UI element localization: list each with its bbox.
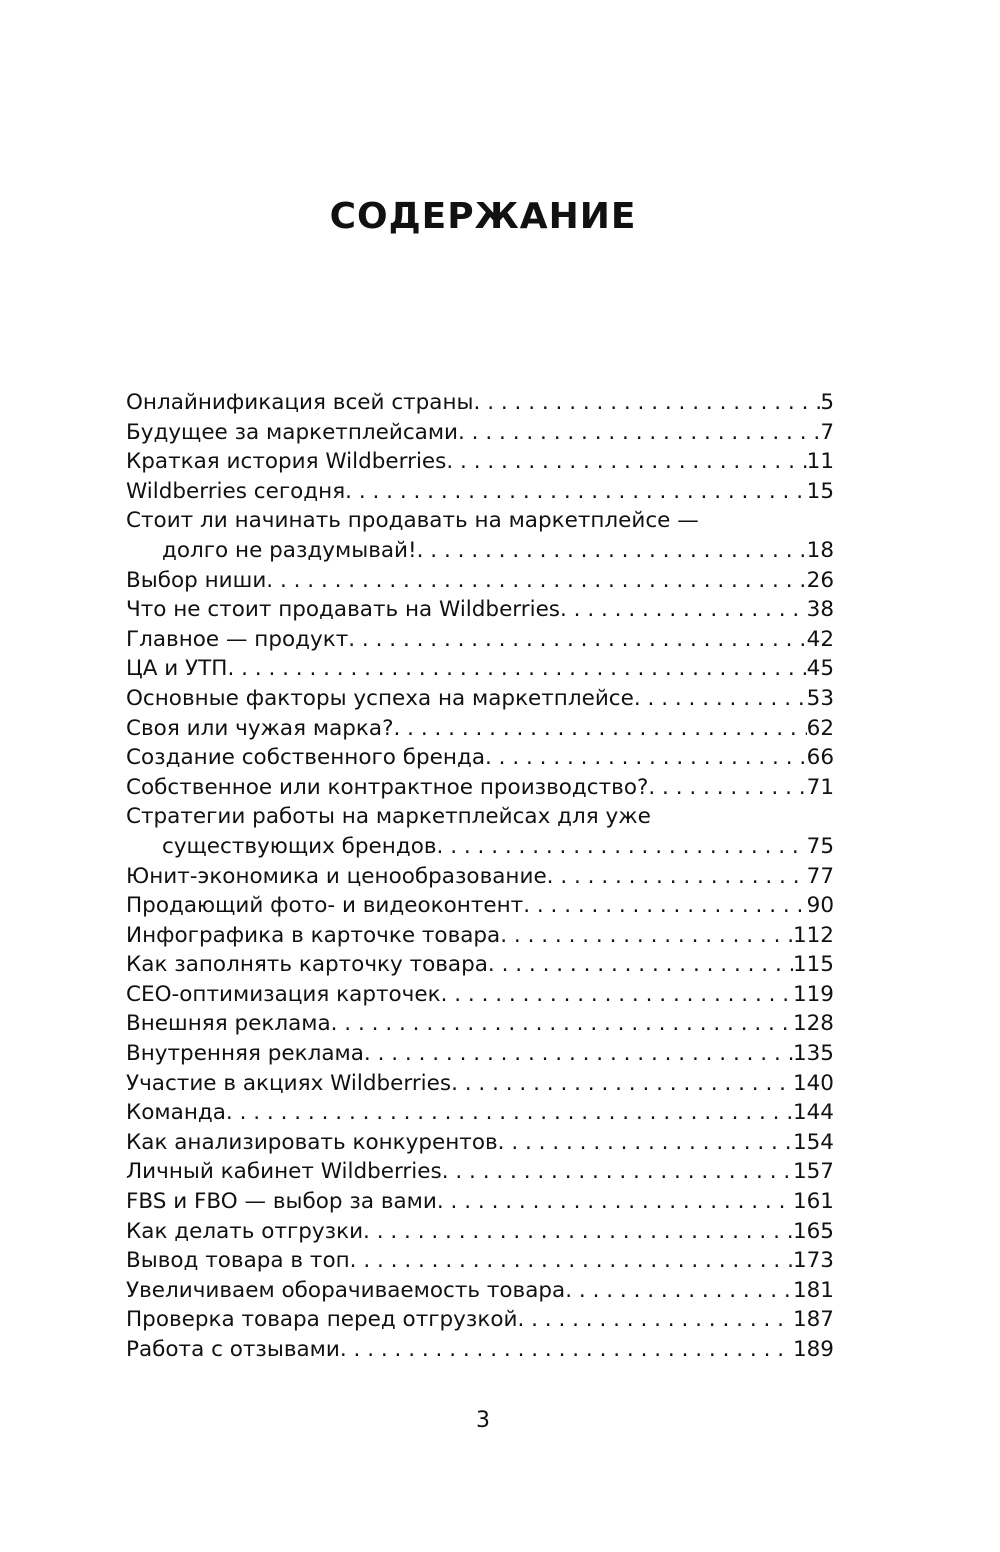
toc-entry-title: СЕО-оптимизация карточек: [126, 981, 441, 1007]
toc-entry-title: Юнит-экономика и ценообразование: [126, 863, 547, 889]
toc-entry: [126, 862, 834, 892]
toc-entry-title: Основные факторы успеха на маркетплейсе: [126, 685, 634, 711]
toc-dot-leader: [547, 862, 807, 892]
toc-entry-title: FBS и FBO — выбор за вами: [126, 1189, 437, 1215]
toc-page-number: 42: [806, 626, 834, 652]
toc-entry: [126, 1217, 834, 1247]
toc-dot-leader: [345, 477, 806, 507]
toc-page-number: 112: [792, 922, 834, 948]
toc-entry: [126, 595, 834, 625]
toc-page-number: 119: [792, 981, 834, 1007]
toc-entry-title: Своя или чужая марка?: [126, 715, 394, 741]
toc-dot-leader: [523, 891, 806, 921]
toc-entry-line: [126, 980, 834, 1010]
toc-page-number: 189: [792, 1337, 834, 1362]
toc-entry: [126, 1305, 834, 1335]
toc-entry-title: Проверка товара перед отгрузкой: [126, 1307, 518, 1333]
toc-page-number: 7: [820, 419, 834, 445]
toc-entry-line: [126, 1069, 834, 1099]
toc-page-number: 128: [792, 1011, 834, 1037]
toc-entry-title: Работа с отзывами: [126, 1337, 340, 1362]
toc-entry: [126, 1276, 834, 1306]
toc-entry-line: [126, 832, 834, 862]
toc-dot-leader: [441, 980, 793, 1010]
toc-dot-leader: [458, 418, 820, 448]
toc-dot-leader: [500, 921, 793, 951]
toc-entry-title: Стоит ли начинать продавать на маркетплейсе —: [126, 508, 699, 534]
toc-entry-title: Личный кабинет Wildberries: [126, 1159, 442, 1185]
toc-dot-leader: [485, 743, 807, 773]
toc-page-number: 18: [806, 537, 834, 563]
toc-entry: [126, 1098, 834, 1128]
toc-entry: [126, 1335, 834, 1365]
toc-dot-leader: [648, 773, 806, 803]
page-title: СОДЕРЖАНИЕ: [329, 196, 637, 237]
toc-entry-line: [126, 862, 834, 892]
toc-entry: [126, 1039, 834, 1069]
toc-entry-title: Инфографика в карточке товара: [126, 922, 501, 948]
toc-entry: [126, 980, 834, 1010]
toc-dot-leader: [488, 950, 793, 980]
toc-entry-title: долго не раздумывай!: [162, 537, 417, 563]
toc-page-number: 66: [806, 745, 834, 771]
toc-entry: [126, 714, 834, 744]
toc-page-number: 71: [806, 774, 834, 800]
toc-entry-line: [126, 1009, 834, 1039]
toc-entry-title: Участие в акциях Wildberries: [126, 1070, 452, 1096]
toc-page-number: 26: [806, 567, 834, 593]
toc-entry-line: [126, 625, 834, 655]
toc-page-number: 62: [806, 715, 834, 741]
toc-entry: [126, 1187, 834, 1217]
toc-dot-leader: [364, 1039, 793, 1069]
toc-page-number: 77: [806, 863, 834, 889]
toc-entry-title: Главное — продукт: [126, 626, 349, 652]
toc-entry: [126, 418, 834, 448]
toc-dot-leader: [340, 1335, 793, 1365]
toc-entry-title: ЦА и УТП: [126, 656, 228, 682]
toc-entry-line: [126, 654, 834, 684]
toc-dot-leader: [560, 595, 807, 625]
toc-entry: [126, 1009, 834, 1039]
toc-dot-leader: [393, 714, 806, 744]
toc-dot-leader: [565, 1276, 793, 1306]
toc-dot-leader: [446, 447, 806, 477]
toc-entry-line: [126, 1305, 834, 1335]
toc-entry: [126, 891, 834, 921]
toc-page-number: 53: [806, 685, 834, 711]
table-of-contents: [126, 388, 834, 1365]
toc-entry-title: Стратегии работы на маркетплейсах для уже: [126, 804, 651, 830]
toc-entry-line: [126, 1246, 834, 1276]
toc-entry: [126, 654, 834, 684]
toc-entry-line: [126, 1039, 834, 1069]
toc-entry-line: [126, 1128, 834, 1158]
toc-page-number: 173: [792, 1248, 834, 1274]
toc-entry: [126, 1157, 834, 1187]
toc-entry: [126, 388, 834, 418]
toc-entry-line: [126, 1187, 834, 1217]
toc-entry: [126, 950, 834, 980]
toc-dot-leader: [634, 684, 807, 714]
toc-page-number: 45: [806, 656, 834, 682]
toc-entry-title: Внутренняя реклама: [126, 1041, 364, 1067]
toc-entry: [126, 743, 834, 773]
toc-entry-line: [126, 921, 834, 951]
toc-entry-title: Вывод товара в топ: [126, 1248, 350, 1274]
toc-page-number: 5: [820, 390, 834, 415]
toc-page-number: 38: [806, 597, 834, 623]
toc-dot-leader: [266, 566, 806, 596]
toc-entry: [126, 566, 834, 596]
toc-entry-line: [126, 566, 834, 596]
toc-entry-title: Что не стоит продавать на Wildberries: [126, 597, 560, 623]
toc-dot-leader: [331, 1009, 793, 1039]
toc-page-number: 165: [792, 1218, 834, 1244]
toc-entry-line: [126, 418, 834, 448]
toc-entry: [126, 773, 834, 803]
toc-entry-title: существующих брендов: [162, 833, 437, 859]
toc-dot-leader: [451, 1069, 793, 1099]
toc-entry-title: Краткая история Wildberries: [126, 449, 447, 475]
toc-entry: [126, 506, 834, 565]
toc-page-number: 154: [792, 1129, 834, 1155]
toc-dot-leader: [437, 1187, 793, 1217]
toc-page-number: 75: [806, 833, 834, 859]
toc-dot-leader: [442, 1157, 793, 1187]
toc-page-number: 15: [806, 478, 834, 504]
toc-entry-line: [126, 388, 834, 418]
toc-entry-line: [126, 1157, 834, 1187]
toc-dot-leader: [226, 1098, 793, 1128]
toc-page-number: 11: [806, 449, 834, 475]
toc-entry-line: [126, 1098, 834, 1128]
toc-entry-line: [126, 802, 834, 832]
toc-entry-title: Как анализировать конкурентов: [126, 1129, 498, 1155]
toc-dot-leader: [498, 1128, 793, 1158]
toc-entry: [126, 477, 834, 507]
toc-page-number: 187: [792, 1307, 834, 1333]
toc-entry: [126, 1069, 834, 1099]
toc-entry-title: Как делать отгрузки: [126, 1218, 364, 1244]
page-number: 3: [476, 1408, 490, 1433]
toc-entry-title: Внешняя реклама: [126, 1011, 331, 1037]
toc-page-number: 135: [792, 1041, 834, 1067]
toc-dot-leader: [437, 832, 807, 862]
toc-entry-title: Как заполнять карточку товара: [126, 952, 488, 978]
toc-entry: [126, 625, 834, 655]
toc-entry-line: [126, 506, 834, 536]
toc-entry-title: Собственное или контрактное производство?: [126, 774, 649, 800]
toc-dot-leader: [348, 625, 806, 655]
toc-entry: [126, 1246, 834, 1276]
toc-dot-leader: [227, 654, 806, 684]
toc-page-number: 157: [792, 1159, 834, 1185]
toc-page-number: 115: [792, 952, 834, 978]
toc-dot-leader: [474, 388, 821, 418]
toc-entry-line: [126, 1335, 834, 1365]
toc-entry-line: [126, 1276, 834, 1306]
toc-entry-title: Будущее за маркетплейсами: [126, 419, 459, 445]
toc-entry-line: [126, 1217, 834, 1247]
toc-entry: [126, 921, 834, 951]
toc-entry: [126, 447, 834, 477]
toc-entry-title: Создание собственного бренда: [126, 745, 485, 771]
toc-entry-line: [126, 773, 834, 803]
toc-entry-title: Команда: [126, 1100, 226, 1126]
toc-page-number: 144: [792, 1100, 834, 1126]
toc-entry-title: Онлайнификация всей страны: [126, 390, 474, 415]
toc-entry-title: Wildberries сегодня: [126, 478, 346, 504]
toc-entry-line: [126, 714, 834, 744]
toc-entry-line: [126, 536, 834, 566]
toc-page-number: 90: [806, 893, 834, 919]
toc-dot-leader: [363, 1217, 793, 1247]
toc-entry-line: [126, 477, 834, 507]
toc-page-number: 181: [792, 1277, 834, 1303]
toc-dot-leader: [417, 536, 807, 566]
toc-dot-leader: [350, 1246, 793, 1276]
toc-entry-line: [126, 447, 834, 477]
toc-entry-line: [126, 891, 834, 921]
toc-entry-line: [126, 743, 834, 773]
toc-entry-line: [126, 595, 834, 625]
toc-entry-title: Увеличиваем оборачиваемость товара: [126, 1277, 566, 1303]
toc-page-number: 161: [792, 1189, 834, 1215]
toc-entry: [126, 802, 834, 861]
toc-entry-line: [126, 684, 834, 714]
toc-dot-leader: [517, 1305, 793, 1335]
toc-entry-title: Продающий фото- и видеоконтент: [126, 893, 524, 919]
toc-entry-line: [126, 950, 834, 980]
toc-entry: [126, 684, 834, 714]
toc-page-number: 140: [792, 1070, 834, 1096]
toc-entry-title: Выбор ниши: [126, 567, 267, 593]
toc-entry: [126, 1128, 834, 1158]
